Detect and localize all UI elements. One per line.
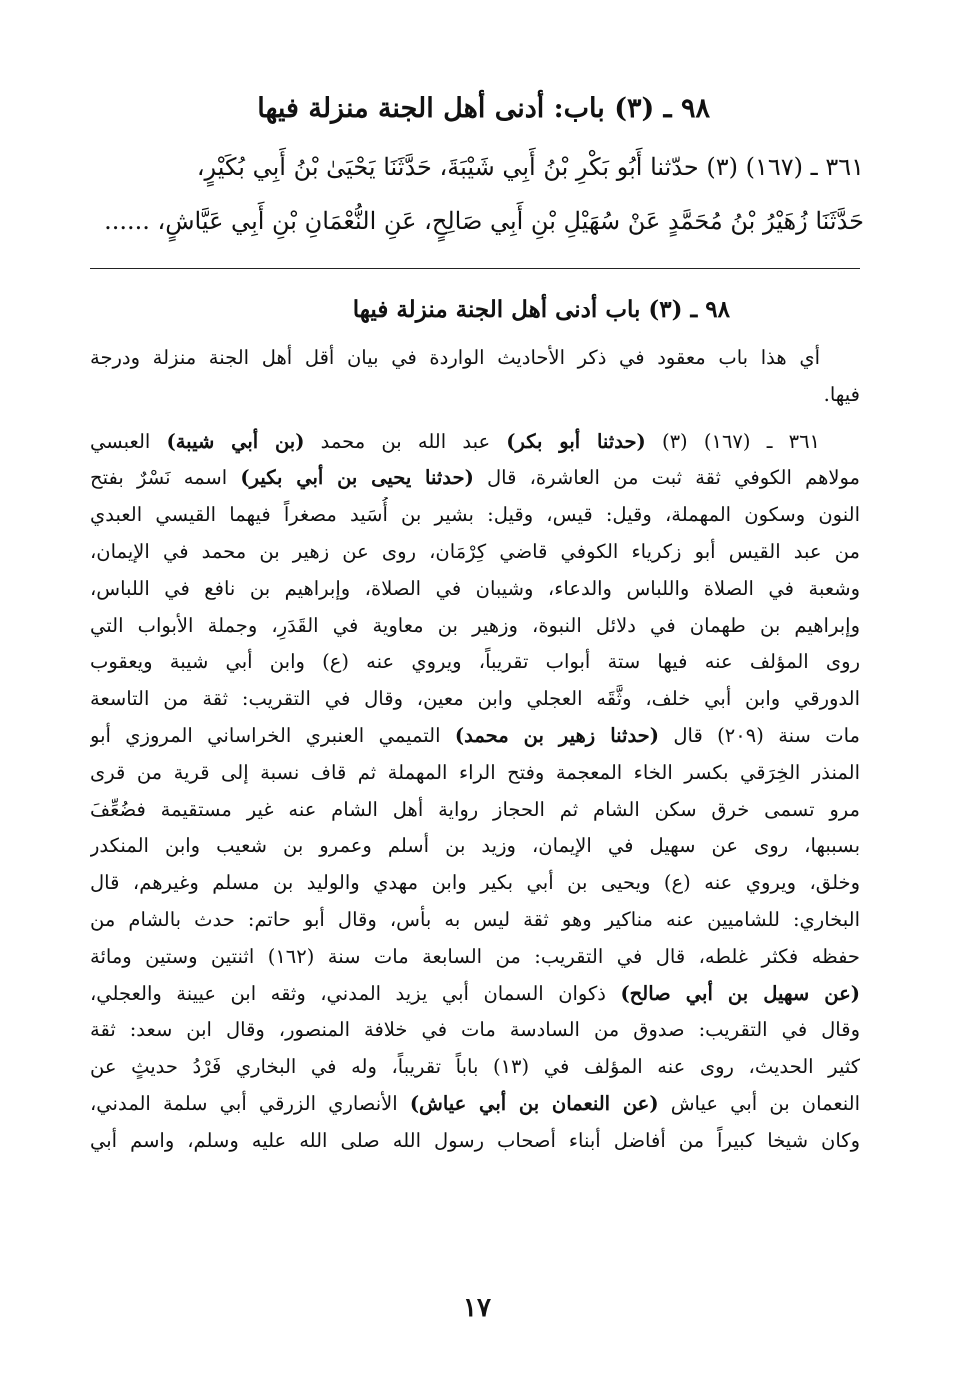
commentary-paragraph <box>90 424 860 1160</box>
commentary-text: المنذر الخِرَقي بكسر الخاء المعجمة وفتح الراء المهملة ثم قاف نسبة إلى قرية من قرى <box>90 760 860 784</box>
commentary-line <box>90 424 860 461</box>
commentary-text: الدورقي وابن أبي خلف، وثَّقَه العجلي وابن معين، وقال في التقريب: ثقة من التاسعة <box>90 687 860 711</box>
narrator-name: (حدثنا زهير بن محمد) <box>454 723 659 747</box>
commentary-line <box>90 755 860 792</box>
commentary-text: مات سنة (٢٠٩) قال <box>658 723 860 747</box>
commentary-text: وشعبة في الصلاة واللباس والدعاء، وشيبان في الصلاة، وإبراهيم بن نافع في اللباس، <box>90 576 860 600</box>
commentary-text: وقال في التقريب: صدوق من السادسة مات في خلافة المنصور، وقال ابن سعد: ثقة <box>90 1018 860 1042</box>
commentary-line <box>90 976 860 1013</box>
commentary-line <box>90 865 860 902</box>
narrator-name: (حدثنا أبو بكر) <box>506 429 646 453</box>
hadith-line: ٣٦١ ـ (١٦٧) (٣) حدّثنا أَبُو بَكْرِ بْنُ أَبِي شَيْبَةَ، حَدَّثَنَا يَحْيَىٰ بْنُ أَبِي بُكَيْرٍ، <box>196 153 864 181</box>
commentary-line <box>90 1012 860 1049</box>
paragraph-gap <box>90 414 860 424</box>
hadith-line: حَدَّثَنَا زُهَيْرُ بْنُ مُحَمَّدٍ عَنْ سُهَيْلِ بْنِ أَبِي صَالِحٍ، عَنِ النُّعْمَانِ بْنِ أَبِي عَيَّاشٍ، ...... <box>104 207 864 235</box>
commentary-text: النون وسكون المهملة، وقيل: قيس، وقيل: بشير بن أُسَيد مصغراً فيهما القيسي العبدي <box>90 503 860 527</box>
commentary-text: مولاهم الكوفي ثقة ثبت من العاشرة، قال <box>473 466 860 490</box>
commentary-line <box>90 1123 860 1160</box>
commentary-text: وكان شيخا كبيراً من أفاضل أبناء أصحاب رسول الله صلى الله عليه وسلم، واسم أبي <box>90 1128 860 1152</box>
commentary-text: بسببها، روى عن سهيل في الإيمان، وزيد بن أسلم وعمرو بن شعيب وابن المنكدر <box>90 834 860 858</box>
commentary-line <box>90 460 860 497</box>
commentary-text: ذكوان السمان أبي يزيد المدني، وثقه ابن عيينة والعجلي، <box>90 981 621 1005</box>
separator-rule <box>90 268 860 269</box>
commentary-text: من عبد القيس أبو زكرياء الكوفي قاضي كِرْمَان، روى عن زهير بن محمد في الإيمان، <box>90 539 860 563</box>
commentary-text: مرو تسمى خرق سكن الشام ثم الحجاز رواية أهل الشام عنه غير مستقيمة فضُعِّفَ <box>90 797 860 821</box>
commentary-text: اسمه نَسْرٌ بفتح <box>90 466 241 490</box>
narrator-name: (عن النعمان بن أبي عياش) <box>409 1091 659 1115</box>
commentary-text: العبسي <box>90 429 167 453</box>
narrator-name: (بن أبي شيبة) <box>166 429 305 453</box>
narrator-name: (عن سهيل بن أبي صالح) <box>620 981 860 1005</box>
commentary-line <box>90 939 860 976</box>
commentary-line <box>90 608 860 645</box>
commentary-line <box>90 497 860 534</box>
commentary-text: وإبراهيم بن طهمان في دلائل النبوة، وزهير بن معاوية في القَدَرِ، وجملة الأبواب التي <box>90 613 860 637</box>
commentary-heading: ٩٨ ـ (٣) باب أدنى أهل الجنة منزلة فيها <box>352 296 730 323</box>
commentary-text: روى المؤلف عنه فيها ستة أبواب تقريباً، ويروي عنه (ع) وابن أبي شيبة ويعقوب <box>90 650 860 674</box>
commentary-line: أي هذا باب معقود في ذكر الأحاديث الواردة في بيان أقل أهل الجنة منزلة ودرجة <box>90 346 820 369</box>
narrator-name: (حدثنا يحيى بن أبي بكير) <box>240 466 474 490</box>
commentary-line <box>90 571 860 608</box>
commentary-text: عبد الله بن محمد <box>304 429 507 453</box>
commentary-text: كثير الحديث، روى عنه المؤلف في (١٣) باباً تقريباً، وله في البخاري فَرْدُ حديثٍ عن <box>90 1055 860 1079</box>
commentary-line <box>90 681 860 718</box>
commentary-text: وخلق، ويروي عنه (ع) ويحيى بن أبي بكير وابن مهدي والوليد بن مسلم وغيرهم، قال <box>90 871 860 895</box>
hadith-text <box>88 140 864 248</box>
commentary-line <box>90 534 860 571</box>
commentary-text: الأنصاري الزرقي أبي سلمة المدني، <box>90 1091 410 1115</box>
commentary-text: البخاري: للشاميين عنه مناكير وهو ثقة ليس به بأس، وقال أبو حاتم: حدث بالشام من <box>90 907 860 931</box>
commentary-line <box>90 644 860 681</box>
commentary-text: ٣٦١ ـ (١٦٧) (٣) <box>645 429 821 453</box>
commentary-line <box>90 828 860 865</box>
commentary-text: التميمي العنبري الخراساني المروزي أبو <box>90 723 455 747</box>
commentary-line <box>90 718 860 755</box>
commentary-text: النعمان بن أبي عياش <box>658 1091 860 1115</box>
commentary-body <box>90 340 860 1160</box>
commentary-line <box>90 1086 860 1123</box>
commentary-line: فيها. <box>823 382 860 406</box>
commentary-line <box>90 902 860 939</box>
page-number: ١٧ <box>463 1293 491 1323</box>
commentary-line <box>90 1049 860 1086</box>
commentary-line <box>90 792 860 829</box>
chapter-heading: ٩٨ ـ (٣) باب: أدنى أهل الجنة منزلة فيها <box>257 93 710 124</box>
commentary-text: حفظه فكثر غلطه، قال في التقريب: من السابعة مات سنة (١٦٢) اثنتين وستين ومائة <box>90 944 860 968</box>
